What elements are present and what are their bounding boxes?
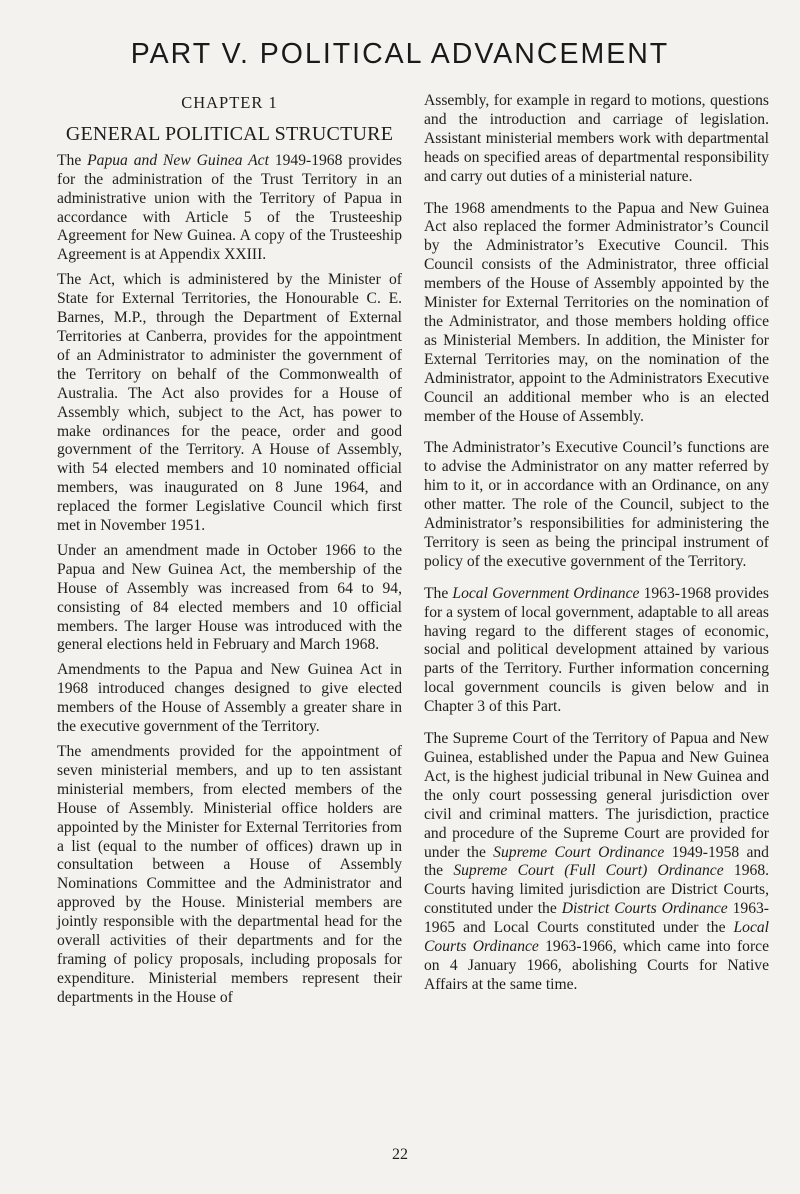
paragraph: The Papua and New Guinea Act 1949-1968 provides for the administration of the Trust Territory in an administrative union with the Territory of Papua in accordance with Article 5 of the Trusteeship Agreement for New Guinea. A copy of the Trusteeship Agreement is at Appendix XXIII. [57, 151, 402, 264]
paragraph: The amendments provided for the appointment of seven ministerial members, and up to ten assistant ministerial members, from elected members of the House of Assembly. Ministerial office holders are appointed by the Minister for External Territories from a list (equal to the number of offices) drawn up in consultation between a House of Assembly Nominations Committee and the Administrator and approved by the House. Ministerial members are jointly responsible with the departmental head for the overall activities of their departments and for the framing of policy proposals, including proposals for expenditure. Ministerial members represent their departments in the House of [57, 743, 402, 1006]
right-column [424, 92, 769, 995]
paragraph: The Supreme Court of the Territory of Papua and New Guinea, established under the Papua and New Guinea Act, is the highest judicial tribunal in New Guinea and the only court possessing general jurisdiction over civil and criminal matters. The jurisdiction, practice and procedure of the Supreme Court are provided for under the Supreme Court Ordinance 1949-1958 and the Supreme Court (Full Court) Ordinance 1968. Courts having limited jurisdiction are District Courts, constituted under the District Courts Ordinance 1963-1965 and Local Courts constituted under the Local Courts Ordinance 1963-1966, which came into force on 4 January 1966, abolishing Courts for Native Affairs at the same time. [424, 730, 770, 993]
paragraph: The Administrator’s Executive Council’s functions are to advise the Administrator on any matter referred by him to it, or in accordance with an Ordinance, on any other matter. The role of the Council, subject to the Administrator’s responsibilities for administering the Territory is seen as being the principal instrument of policy of the executive government of the Territory. [424, 439, 769, 570]
left-column [57, 92, 402, 1014]
part-title: PART V. POLITICAL ADVANCEMENT [130, 38, 670, 70]
paragraph: Assembly, for example in regard to motions, questions and the introduction and carriage of legislation. Assistant ministerial members work with departmental heads on specified areas of departmental responsibility and carry out duties of a ministerial nature. [424, 92, 769, 185]
paragraph: Under an amendment made in October 1966 to the Papua and New Guinea Act, the membership of the House of Assembly was increased from 64 to 94, consisting of 84 elected members and 10 official members. The larger House was introduced with the general elections held in February and March 1968. [57, 541, 402, 654]
section-title: GENERAL POLITICAL STRUCTURE [65, 122, 394, 145]
paragraph: The Act, which is administered by the Minister of State for External Territories, the Honourable C. E. Barnes, M.P., through the Department of External Territories at Canberra, provides for the appointment of an Administrator to administer the government of the Territory on behalf of the Commonwealth of Australia. The Act also provides for a House of Assembly which, subject to the Act, has power to make ordinances for the peace, order and good government of the Territory. A House of Assembly, with 54 elected members and 10 nominated official members, was inaugurated on 8 June 1964, and replaced the former Legislative Council which first met in November 1951. [57, 271, 402, 535]
page-number: 22 [392, 1146, 408, 1163]
chapter-heading: CHAPTER 1 [181, 93, 278, 112]
paragraph: Amendments to the Papua and New Guinea Act in 1968 introduced changes designed to give elected members of the House of Assembly a greater share in the executive government of the Territory. [57, 661, 402, 736]
paragraph: The 1968 amendments to the Papua and New Guinea Act also replaced the former Administrator’s Council by the Administrator’s Executive Council. This Council consists of the Administrator, three official members of the House of Assembly appointed by the Minister for External Territories on the nomination of the Administrator, and those members holding office as Ministerial Members. In addition, the Minister for External Territories may, on the nomination of the Administrator, appoint to the Administrators Executive Council an additional member who is an elected member of the House of Assembly. [424, 199, 769, 425]
paragraph: The Local Government Ordinance 1963-1968 provides for a system of local government, adaptable to all areas having regard to the different stages of economic, social and political development attained by various parts of the Territory. Further information concerning local government councils is given below and in Chapter 3 of this Part. [424, 584, 769, 716]
